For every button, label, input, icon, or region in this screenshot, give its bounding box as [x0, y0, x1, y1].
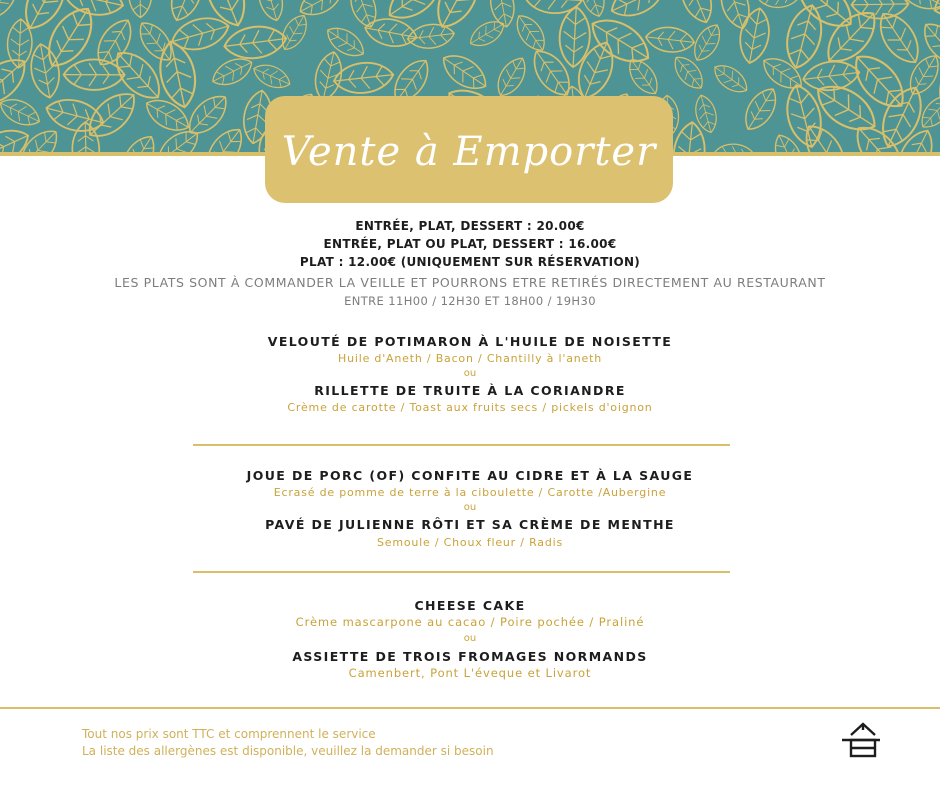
price-menu-two: ENTRÉE, PLAT OU PLAT, DESSERT : 16.00€: [323, 237, 617, 251]
page-title: Vente à Emporter: [281, 129, 657, 175]
section-divider: [193, 571, 730, 573]
dessert-2-name: ASSIETTE DE TROIS FROMAGES NORMANDS: [292, 649, 648, 664]
section-divider: [193, 444, 730, 446]
starter-2-description: Crème de carotte / Toast aux fruits secs / pickels d'oignon: [287, 401, 653, 414]
pickup-hours-line: ENTRE 11H00 / 12H30 ET 18H00 / 19H30: [344, 294, 596, 308]
footer-divider: [0, 707, 940, 709]
dessert-or-label: ou: [463, 633, 477, 644]
main-2-description: Semoule / Choux fleur / Radis: [376, 536, 564, 549]
house-logo-icon: [841, 722, 881, 762]
dessert-1-description: Crème mascarpone au cacao / Poire pochée / Praliné: [295, 615, 645, 629]
footer-allergen-note: La liste des allergènes est disponible, veuillez la demander si besoin: [82, 744, 494, 758]
starter-1-description: Huile d'Aneth / Bacon / Chantilly à l'aneth: [338, 352, 602, 365]
price-menu-full: ENTRÉE, PLAT, DESSERT : 20.00€: [355, 219, 585, 233]
footer-price-note: Tout nos prix sont TTC et comprennent le service: [82, 727, 376, 741]
main-or-label: ou: [463, 502, 477, 513]
starter-or-label: ou: [463, 368, 477, 379]
dessert-2-description: Camenbert, Pont L'éveque et Livarot: [348, 666, 592, 680]
starter-1-name: VELOUTÉ DE POTIMARON À L'HUILE DE NOISETTE: [267, 334, 673, 349]
price-dish-only: PLAT : 12.00€ (UNIQUEMENT SUR RÉSERVATION): [299, 255, 641, 269]
starter-2-name: RILLETTE DE TRUITE À LA CORIANDRE: [314, 383, 626, 398]
main-1-description: Ecrasé de pomme de terre à la ciboulette / Carotte /Aubergine: [273, 486, 667, 499]
main-1-name: JOUE DE PORC (OF) CONFITE AU CIDRE ET À LA SAUGE: [246, 468, 694, 483]
main-2-name: PAVÉ DE JULIENNE RÔTI ET SA CRÈME DE MENTHE: [265, 517, 675, 532]
title-box: [265, 96, 673, 203]
order-info-line: LES PLATS SONT À COMMANDER LA VEILLE ET POURRONS ETRE RETIRÉS DIRECTEMENT AU RESTAURANT: [114, 275, 826, 290]
dessert-1-name: CHEESE CAKE: [414, 598, 526, 613]
